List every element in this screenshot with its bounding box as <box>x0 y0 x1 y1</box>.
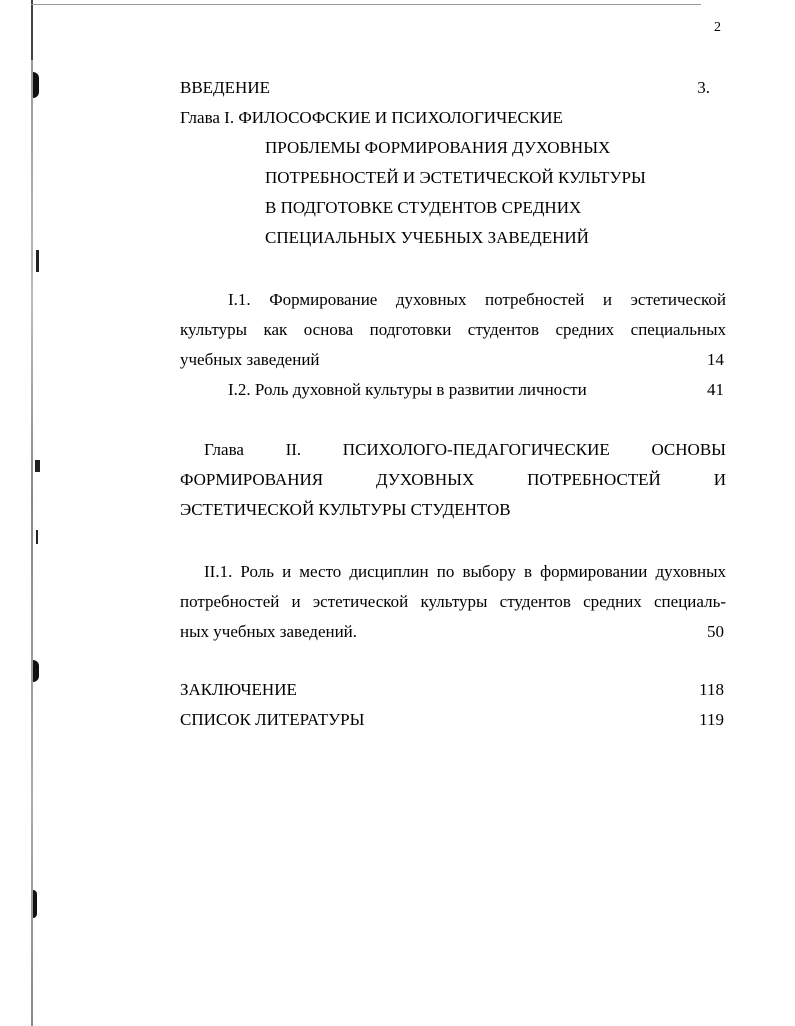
toc-bibliography-label: СПИСОК ЛИТЕРАТУРЫ <box>180 710 365 729</box>
toc-section-line: I.2. Роль духовной культуры в развитии личности <box>228 380 587 399</box>
toc-section-page: 50 <box>707 622 724 641</box>
toc-section-line: культуры как основа подготовки студентов средних специальных <box>180 320 726 339</box>
chapter1-title-line: ПРОБЛЕМЫ ФОРМИРОВАНИЯ ДУХОВНЫХ <box>265 138 611 157</box>
toc-section-line: учебных заведений <box>180 350 320 369</box>
toc-section-line: потребностей и эстетической культуры студентов средних специаль- <box>180 592 726 611</box>
chapter1-title-line: В ПОДГОТОВКЕ СТУДЕНТОВ СРЕДНИХ <box>265 198 582 217</box>
toc-intro-label: ВВЕДЕНИЕ <box>180 78 270 97</box>
binding-hole-mark <box>33 72 39 98</box>
page-number: 2 <box>714 20 721 35</box>
chapter1-title-line: ПОТРЕБНОСТЕЙ И ЭСТЕТИЧЕСКОЙ КУЛЬТУРЫ <box>265 168 646 187</box>
binding-hole-mark <box>33 660 39 682</box>
chapter1-prefix: Глава I. <box>180 108 235 127</box>
scan-speck <box>36 530 38 544</box>
scan-speck <box>35 460 40 472</box>
toc-section-line: ных учебных заведений. <box>180 622 358 641</box>
toc-section-line: II.1. Роль и место дисциплин по выбору в формировании духовных <box>204 562 726 581</box>
chapter1-title-line: ФИЛОСОФСКИЕ И ПСИХОЛОГИЧЕСКИЕ <box>238 108 563 127</box>
toc-chapter2-heading: ЭСТЕТИЧЕСКОЙ КУЛЬТУРЫ СТУДЕНТОВ <box>180 500 511 519</box>
scan-speck <box>36 250 39 272</box>
toc-section-page: 41 <box>707 380 724 399</box>
toc-chapter2-heading: Глава II. ПСИХОЛОГО-ПЕДАГОГИЧЕСКИЕ ОСНОВЫ <box>204 440 726 459</box>
toc-chapter1-heading <box>180 108 563 128</box>
toc-section-line: I.1. Формирование духовных потребностей и эстетической <box>228 290 726 309</box>
toc-intro-page: 3. <box>697 78 710 97</box>
toc-section-page: 14 <box>707 350 724 369</box>
chapter1-title-line: СПЕЦИАЛЬНЫХ УЧЕБНЫХ ЗАВЕДЕНИЙ <box>265 228 589 247</box>
binding-hole-mark <box>33 890 37 918</box>
toc-conclusion-label: ЗАКЛЮЧЕНИЕ <box>180 680 297 699</box>
toc-bibliography-page: 119 <box>699 710 724 729</box>
toc-chapter2-heading: ФОРМИРОВАНИЯ ДУХОВНЫХ ПОТРЕБНОСТЕЙ И <box>180 470 726 489</box>
toc-conclusion-page: 118 <box>699 680 724 699</box>
scan-top-line <box>31 4 701 5</box>
scan-left-edge <box>31 0 33 1026</box>
